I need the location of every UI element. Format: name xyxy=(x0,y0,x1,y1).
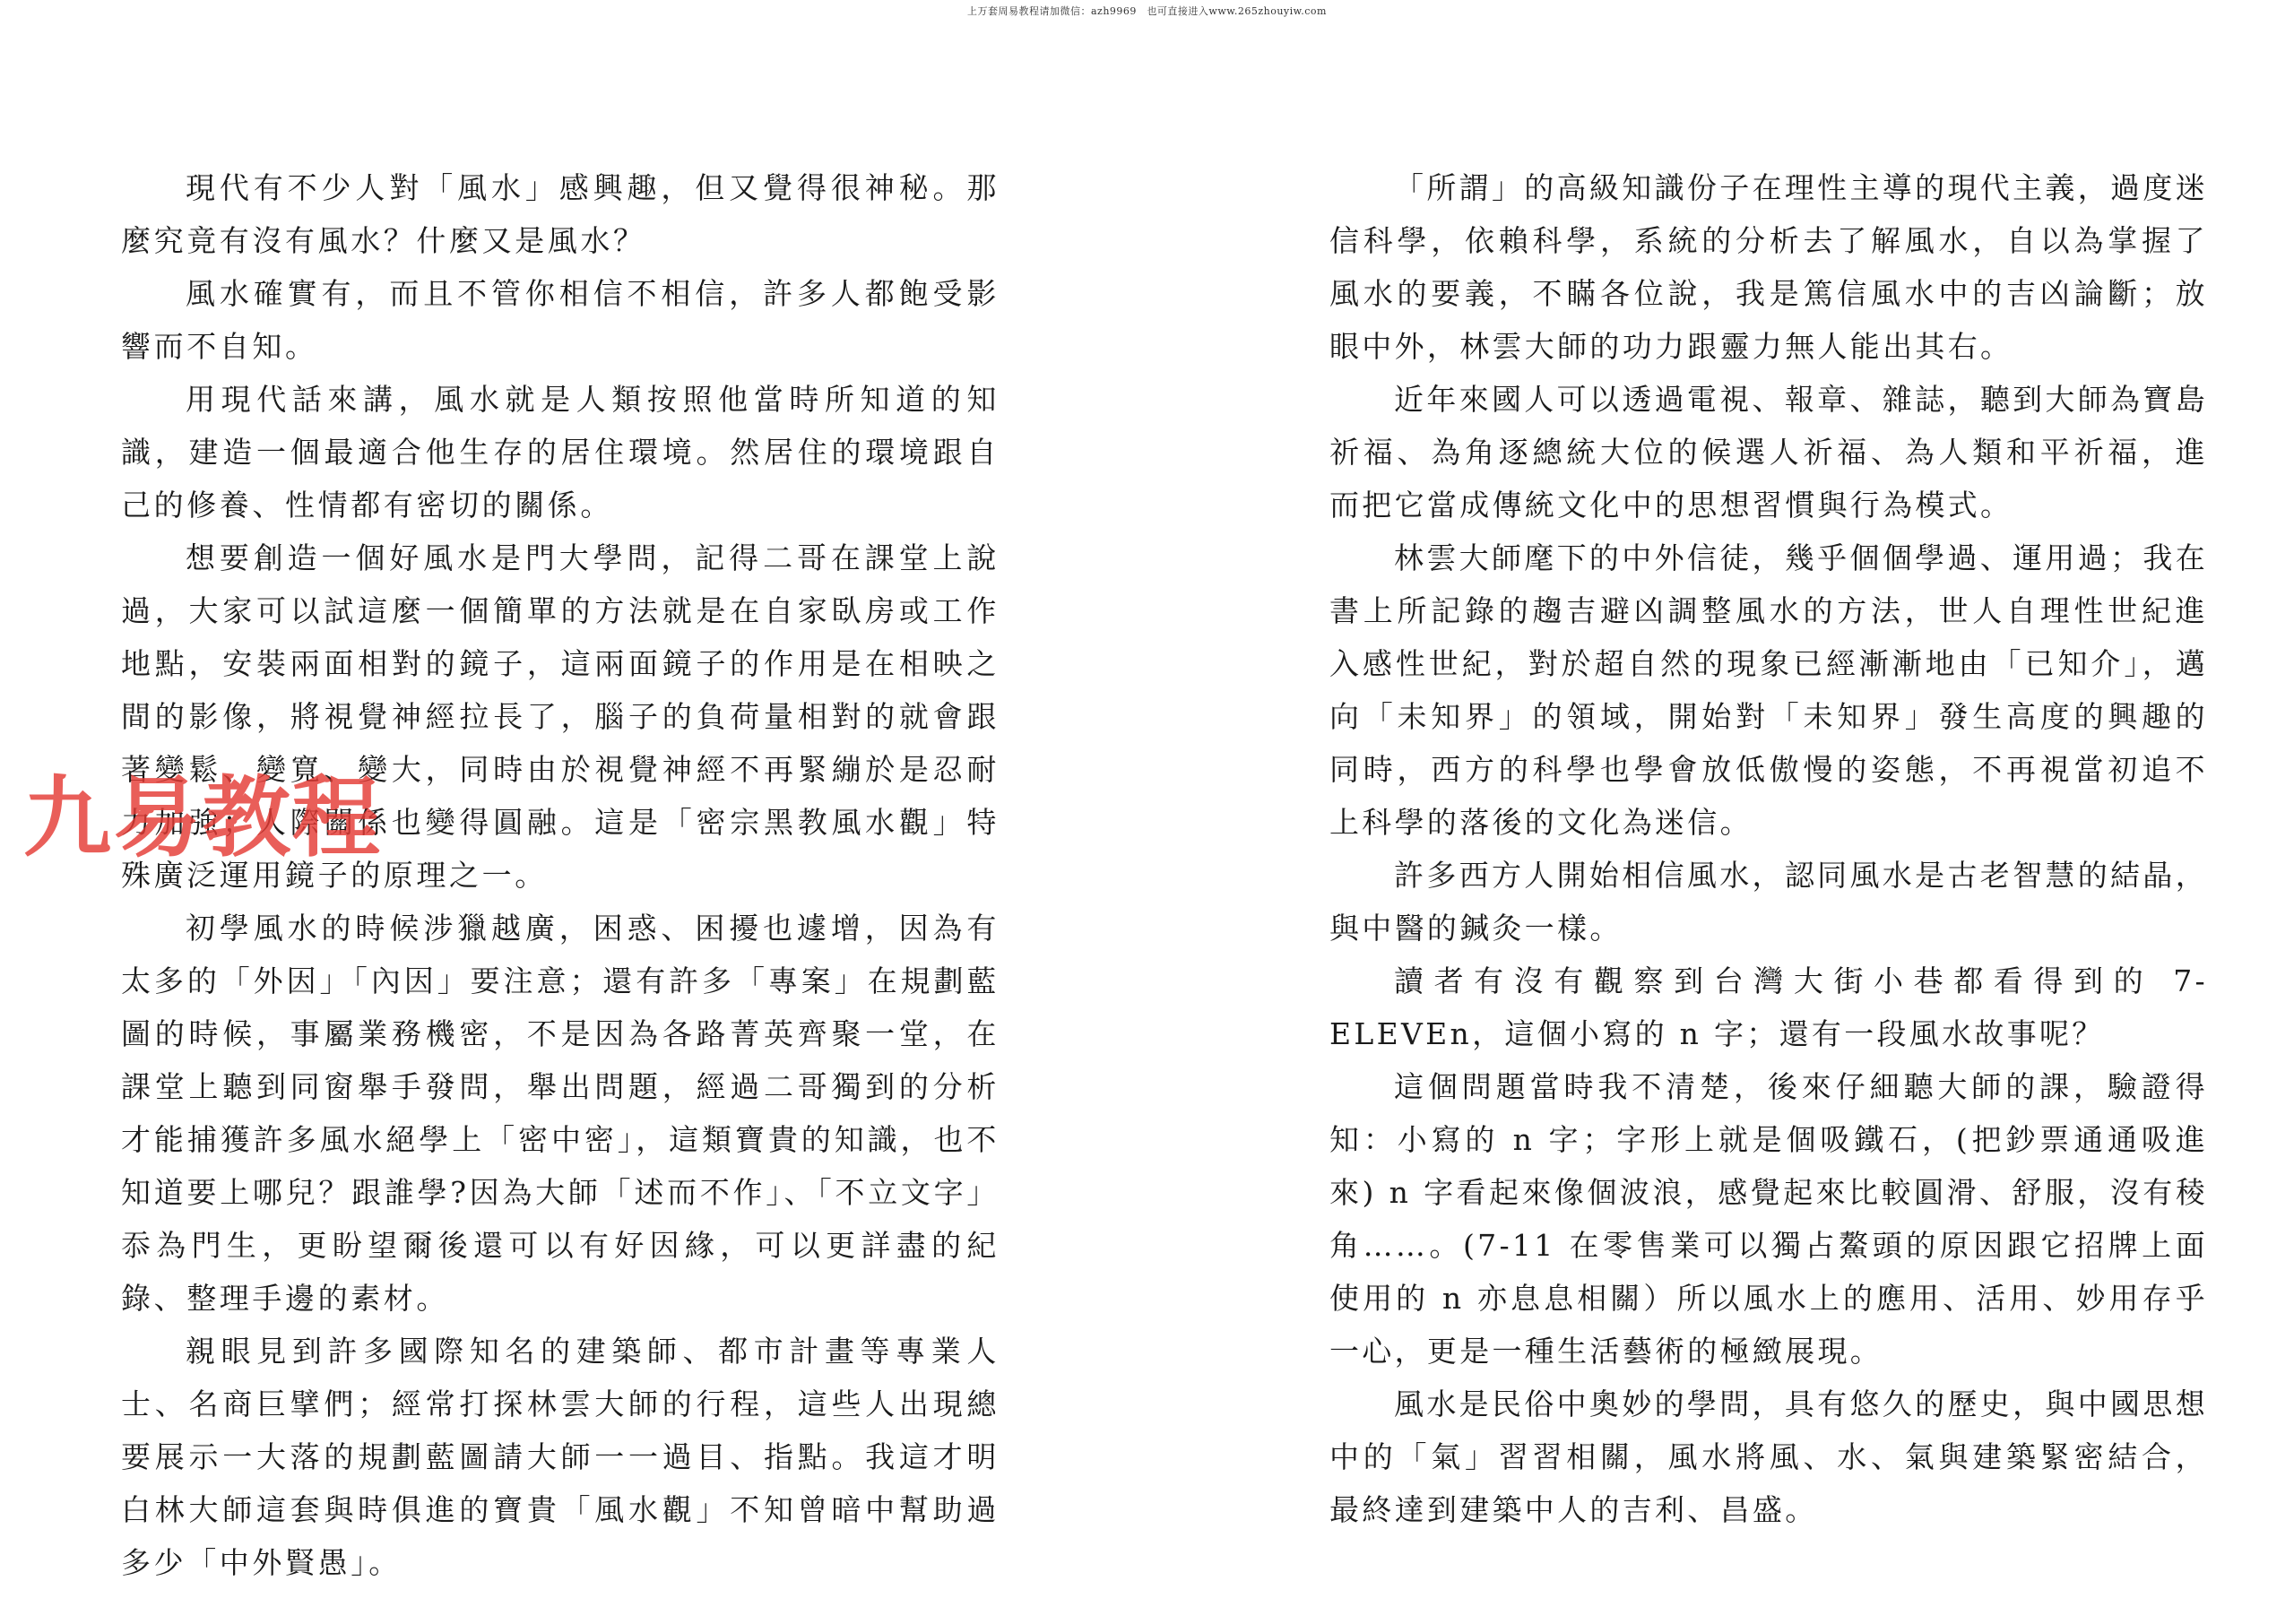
right-page xyxy=(1329,161,2208,1536)
paragraph: 這個問題當時我不清楚，後來仔細聽大師的課，驗證得知：小寫的 n 字；字形上就是個吸鐵石，(把鈔票通通吸進來) n 字看起來像個波浪，感覺起來比較圓滑、舒服，沒有稜角……。(7-11 在零售業可以獨占鰲頭的原因跟它招牌上面使用的 n 亦息息相關）所以風水上的應用、活用、妙用存乎一心，更是一種生活藝術的極緻展現。 xyxy=(1329,1069,2208,1369)
paragraph: 許多西方人開始相信風水，認同風水是古老智慧的結晶，與中醫的鍼灸一樣。 xyxy=(1329,858,2208,946)
paragraph: 現代有不少人對「風水」感興趣，但又覺得很神秘。那麼究竟有沒有風水？什麼又是風水？ xyxy=(121,170,1000,258)
paragraph: 用現代話來講，風水就是人類按照他當時所知道的知識，建造一個最適合他生存的居住環境。然居住的環境跟自己的修養、性情都有密切的關係。 xyxy=(121,382,1000,523)
watermark-logo: 九易教程 xyxy=(23,767,383,869)
paragraph: 讀者有沒有觀察到台灣大街小巷都看得到的 7-ELEVEn，這個小寫的 n 字；還有一段風水故事呢？ xyxy=(1329,963,2208,1051)
left-page xyxy=(121,161,1000,1589)
paragraph: 「所謂」的高級知識份子在理性主導的現代主義，過度迷信科學，依賴科學，系統的分析去了解風水，自以為掌握了風水的要義，不瞞各位說，我是篤信風水中的吉凶論斷；放眼中外，林雲大師的功力跟靈力無人能出其右。 xyxy=(1329,170,2208,364)
paragraph: 風水是民俗中奧妙的學問，具有悠久的歷史，與中國思想中的「氣」習習相關，風水將風、水、氣與建築緊密結合，最終達到建築中人的吉利、昌盛。 xyxy=(1329,1386,2208,1527)
paragraph: 初學風水的時候涉獵越廣，困惑、困擾也遽增，因為有太多的「外因」「內因」要注意；還有許多「專案」在規劃藍圖的時候，事屬業務機密，不是因為各路菁英齊聚一堂，在課堂上聽到同窗舉手發問，舉出問題，經過二哥獨到的分析才能捕獲許多風水絕學上「密中密」，這類寶貴的知識，也不知道要上哪兒？跟誰學?因為大師「述而不作」、「不立文字」忝為門生，更盼望爾後還可以有好因緣，可以更詳盡的紀錄、整理手邊的素材。 xyxy=(121,911,1000,1316)
paragraph: 近年來國人可以透過電視、報章、雜誌，聽到大師為寶島祈福、為角逐總統大位的候選人祈福、為人類和平祈福，進而把它當成傳統文化中的思想習慣與行為模式。 xyxy=(1329,382,2208,523)
header-note: 上万套周易教程请加微信：azh9969 也可直接进入www.265zhouyiw.com xyxy=(966,5,1327,17)
paragraph: 想要創造一個好風水是門大學問，記得二哥在課堂上說過，大家可以試這麼一個簡單的方法就是在自家臥房或工作地點，安裝兩面相對的鏡子，這兩面鏡子的作用是在相映之間的影像，將視覺神經拉長了，腦子的負荷量相對的就會跟著變鬆、變寬、變大，同時由於視覺神經不再緊繃於是忍耐力加強；人際關係也變得圓融。這是「密宗黑教風水觀」特殊廣泛運用鏡子的原理之一。 xyxy=(121,540,1000,893)
paragraph: 親眼見到許多國際知名的建築師、都市計畫等專業人士、名商巨擘們；經常打探林雲大師的行程，這些人出現總要展示一大落的規劃藍圖請大師一一過目、指點。我這才明白林大師這套與時俱進的寶貴「風水觀」不知曾暗中幫助過多少「中外賢愚」。 xyxy=(121,1334,1000,1580)
paragraph: 林雲大師麾下的中外信徒，幾乎個個學過、運用過；我在書上所記錄的趨吉避凶調整風水的方法，世人自理性世紀進入感性世紀，對於超自然的現象已經漸漸地由「已知介」，邁向「未知界」的領域，開始對「未知界」發生高度的興趣的同時，西方的科學也學會放低傲慢的姿態，不再視當初追不上科學的落後的文化為迷信。 xyxy=(1329,540,2208,840)
paragraph: 風水確實有，而且不管你相信不相信，許多人都飽受影響而不自知。 xyxy=(121,276,1000,364)
